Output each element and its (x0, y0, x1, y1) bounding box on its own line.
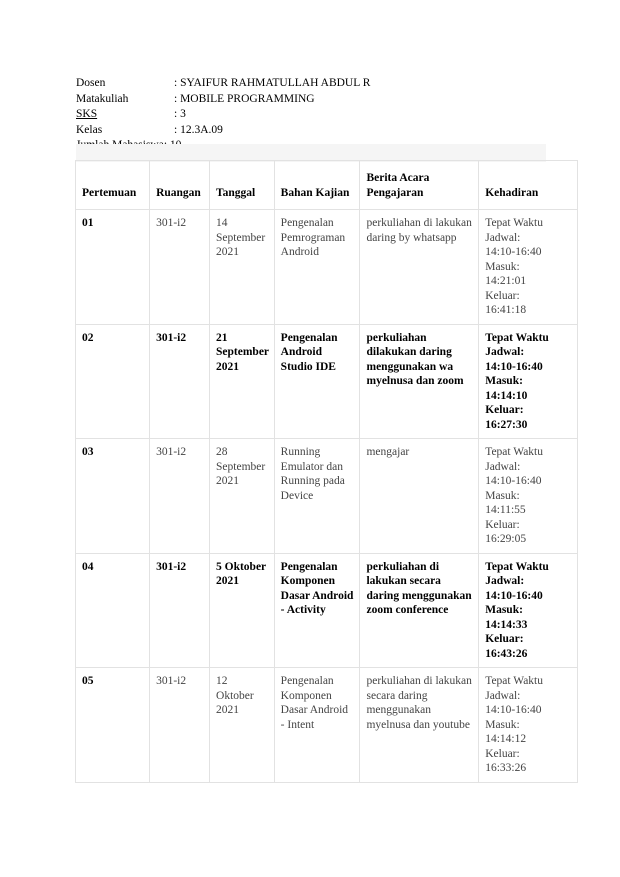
kelas-label: Kelas (76, 123, 103, 136)
kehadiran-keluar-value: 16:29:05 (485, 533, 527, 545)
kehadiran-jadwal-label: Jadwal: (485, 689, 521, 702)
kehadiran-masuk-value: 14:14:33 (485, 618, 528, 631)
table-header-row (76, 161, 578, 210)
cell-pertemuan: 03 (76, 439, 150, 554)
cell-kehadiran (479, 324, 578, 439)
attendance-table (75, 160, 578, 783)
cell-kehadiran (479, 553, 578, 668)
table-row (76, 210, 578, 325)
kehadiran-masuk-value: 14:14:12 (485, 733, 527, 745)
column-header-pertemuan: Pertemuan (76, 161, 150, 210)
kehadiran-keluar-value: 16:41:18 (485, 304, 527, 316)
cell-bahan-kajian: Running Emulator dan Running pada Device (274, 439, 360, 554)
table-row (76, 324, 578, 439)
kelas-row (76, 123, 546, 139)
kehadiran-masuk-label: Masuk: (485, 489, 520, 502)
kehadiran-keluar-label: Keluar: (485, 747, 520, 760)
column-header-kehadiran: Kehadiran (479, 161, 578, 210)
cell-pertemuan: 02 (76, 324, 150, 439)
cell-ruangan: 301-i2 (150, 439, 210, 554)
column-header-berita-acara: Berita Acara Pengajaran (360, 161, 479, 210)
kehadiran-status: Tepat Waktu (485, 446, 543, 458)
table-row (76, 439, 578, 554)
kehadiran-keluar-label: Keluar: (485, 518, 520, 531)
column-header-ruangan: Ruangan (150, 161, 210, 210)
kehadiran-masuk-label: Masuk: (485, 260, 520, 273)
sks-value: : 3 (174, 108, 186, 120)
kehadiran-keluar-value: 16:33:26 (485, 762, 527, 774)
cell-ruangan: 301-i2 (150, 324, 210, 439)
cell-berita-acara: perkuliahan di lakukan secara daring menggunakan myelnusa dan youtube (360, 668, 479, 783)
kelas-value: : 12.3A.09 (174, 123, 223, 136)
table-row (76, 553, 578, 668)
kehadiran-status: Tepat Waktu (485, 331, 549, 344)
kehadiran-status: Tepat Waktu (485, 560, 549, 573)
dosen-row (76, 76, 546, 92)
cell-pertemuan: 05 (76, 668, 150, 783)
kehadiran-keluar-value: 16:27:30 (485, 418, 528, 431)
kehadiran-status: Tepat Waktu (485, 675, 543, 687)
kehadiran-masuk-label: Masuk: (485, 718, 520, 731)
cell-tanggal: 14 September 2021 (210, 210, 275, 325)
cell-berita-acara: perkuliahan di lakukan secara daring menggunakan zoom conference (360, 553, 479, 668)
cell-berita-acara: perkuliahan dilakukan daring menggunakan wa myelnusa dan zoom (360, 324, 479, 439)
table-row (76, 668, 578, 783)
kehadiran-jadwal-label: Jadwal: (485, 231, 521, 244)
cell-tanggal: 5 Oktober 2021 (210, 553, 275, 668)
kehadiran-jadwal-label: Jadwal: (485, 575, 525, 587)
cell-kehadiran (479, 439, 578, 554)
kehadiran-masuk-value: 14:14:10 (485, 389, 528, 402)
kehadiran-jadwal-value: 14:10-16:40 (485, 589, 543, 602)
kehadiran-keluar-label: Keluar: (485, 633, 524, 645)
kehadiran-jadwal-value: 14:10-16:40 (485, 475, 542, 487)
cell-bahan-kajian: Pengenalan Komponen Dasar Android - Intent (274, 668, 360, 783)
kehadiran-jadwal-value: 14:10-16:40 (485, 360, 543, 373)
kehadiran-masuk-value: 14:21:01 (485, 275, 527, 287)
column-header-tanggal: Tanggal (210, 161, 275, 210)
sks-label: SKS (76, 108, 98, 120)
cell-tanggal: 12 Oktober 2021 (210, 668, 275, 783)
cell-berita-acara: mengajar (360, 439, 479, 554)
kehadiran-masuk-label: Masuk: (485, 604, 523, 616)
kehadiran-jadwal-label: Jadwal: (485, 460, 521, 473)
kehadiran-keluar-value: 16:43:26 (485, 647, 528, 660)
matakuliah-value: : MOBILE PROGRAMMING (174, 92, 315, 105)
cell-tanggal: 28 September 2021 (210, 439, 275, 554)
kehadiran-jadwal-value: 14:10-16:40 (485, 704, 542, 716)
column-header-bahan-kajian: Bahan Kajian (274, 161, 360, 210)
cell-ruangan: 301-i2 (150, 210, 210, 325)
matakuliah-row (76, 92, 546, 108)
kehadiran-keluar-label: Keluar: (485, 289, 520, 302)
cell-pertemuan: 01 (76, 210, 150, 325)
kehadiran-masuk-value: 14:11:55 (485, 504, 526, 516)
matakuliah-label: Matakuliah (76, 92, 129, 105)
cell-bahan-kajian: Pengenalan Android Studio IDE (274, 324, 360, 439)
dosen-label: Dosen (76, 77, 106, 89)
kehadiran-keluar-label: Keluar: (485, 404, 524, 416)
dosen-value: : SYAIFUR RAHMATULLAH ABDUL R (174, 77, 371, 89)
cell-ruangan: 301-i2 (150, 553, 210, 668)
sks-row (76, 107, 546, 123)
kehadiran-status: Tepat Waktu (485, 217, 543, 229)
cell-kehadiran (479, 210, 578, 325)
cell-ruangan: 301-i2 (150, 668, 210, 783)
cell-tanggal: 21 September 2021 (210, 324, 275, 439)
kehadiran-jadwal-label: Jadwal: (485, 346, 525, 358)
cell-berita-acara: perkuliahan di lakukan daring by whatsapp (360, 210, 479, 325)
cell-pertemuan: 04 (76, 553, 150, 668)
kehadiran-jadwal-value: 14:10-16:40 (485, 246, 542, 258)
cell-kehadiran (479, 668, 578, 783)
cell-bahan-kajian: Pengenalan Komponen Dasar Android - Activity (274, 553, 360, 668)
course-header (76, 76, 546, 154)
kehadiran-masuk-label: Masuk: (485, 375, 523, 387)
cell-bahan-kajian: Pengenalan Pemrograman Android (274, 210, 360, 325)
